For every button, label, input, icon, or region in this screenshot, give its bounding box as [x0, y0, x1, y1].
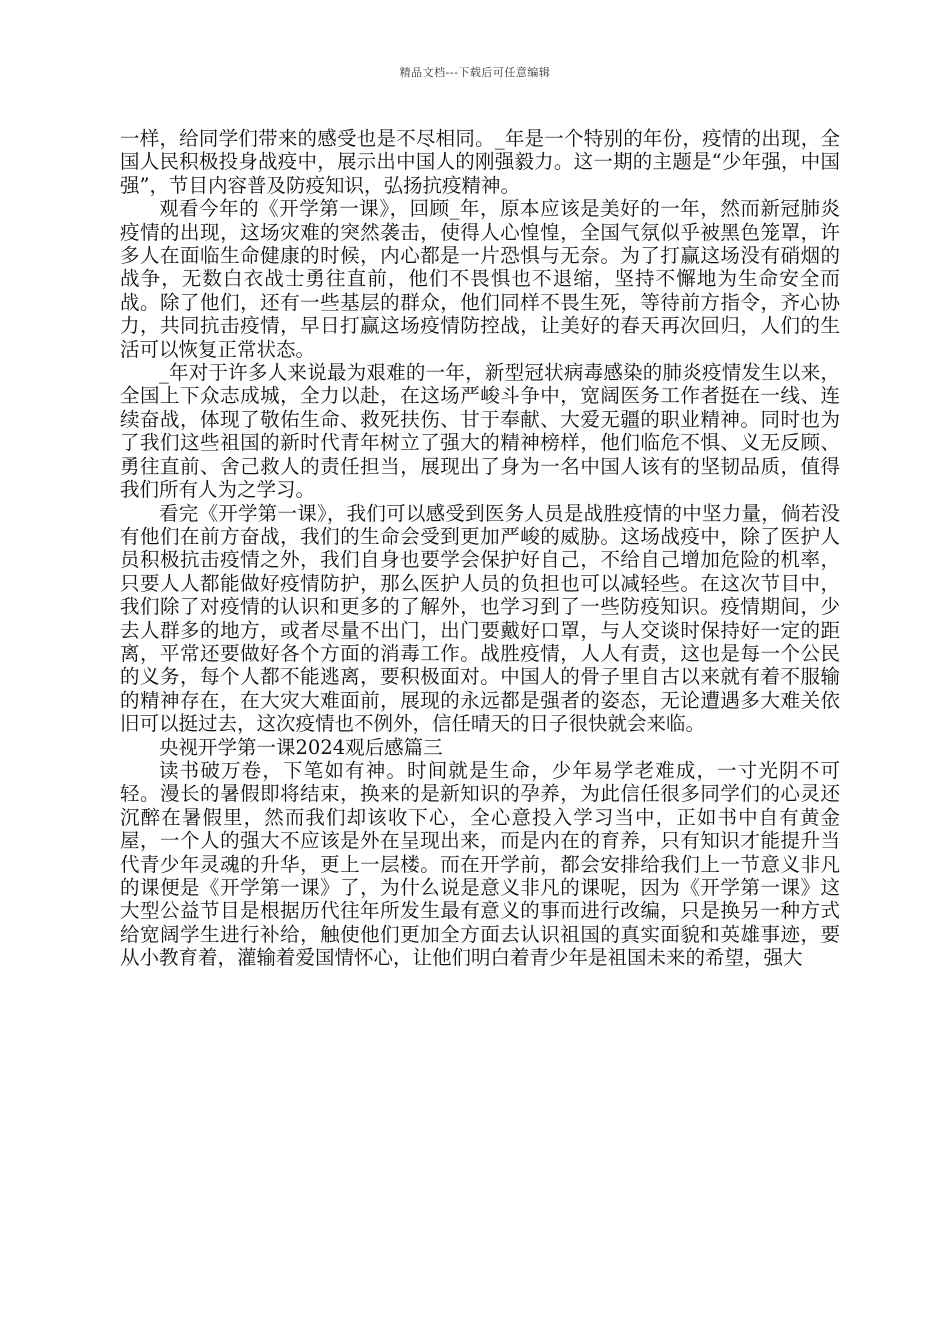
paragraph: 读书破万卷，下笔如有神。时间就是生命，少年易学老难成，一寸光阴不可轻。漫长的暑假即将结束，换来的是新知识的孕养，为此信任很多同学们的心灵还沉醉在暑假里，然而我们却该收下心，全心意投入学习当中，正如书中自有黄金屋，一个人的强大不应该是外在呈现出来，而是内在的育养，只有知识才能提升当代青少年灵魂的升华，更上一层楼。而在开学前，都会安排给我们上一节意义非凡的课便是《开学第一课》了，为什么说是意义非凡的课呢，因为《开学第一课》这大型公益节目是根据历代往年所发生最有意义的事而进行改编，只是换另一种方式给宽阔学生进行补给，触使他们更加全方面去认识祖国的真实面貌和英雄事迹，要从小教育着，灌输着爱国情怀心，让他们明白着青少年是祖国未来的希望，强大	[120, 758, 840, 970]
section-heading: 央视开学第一课2024观后感篇三	[159, 735, 443, 759]
page-header: 精品文档---下载后可任意编辑	[399, 66, 551, 79]
paragraph: 看完《开学第一课》，我们可以感受到医务人员是战胜疫情的中坚力量，倘若没有他们在前方奋战，我们的生命会受到更加严峻的威胁。这场战疫中，除了医护人员积极抗击疫情之外，我们自身也要学会保护好自己，不给自己增加危险的机率，只要人人都能做好疫情防护，那么医护人员的负担也可以减轻些。在这次节目中，我们除了对疫情的认识和更多的了解外，也学习到了一些防疫知识。疫情期间，少去人群多的地方，或者尽量不出门，出门要戴好口罩，与人交谈时保持好一定的距离，平常还要做好各个方面的消毒工作。战胜疫情，人人有责，这也是每一个公民的义务，每个人都不能逃离，要积极面对。中国人的骨子里自古以来就有着不服输的精神存在，在大灾大难面前，展现的永远都是强者的姿态，无论遭遇多大难关依旧可以挺过去，这次疫情也不例外，信任晴天的日子很快就会来临。	[120, 501, 840, 736]
paragraph-continuation: 一样，给同学们带来的感受也是不尽相同。_年是一个特别的年份，疫情的出现，全国人民积极投身战疫中，展示出中国人的刚强毅力。这一期的主题是“少年强，中国强”，节目内容普及防疫知识，弘扬抗疫精神。	[120, 127, 840, 197]
paragraph: _年对于许多人来说最为艰难的一年，新型冠状病毒感染的肺炎疫情发生以来，全国上下众志成城，全力以赴，在这场严峻斗争中，宽阔医务工作者挺在一线、连续奋战，体现了敬佑生命、救死扶伤、甘于奉献、大爱无疆的职业精神。同时也为了我们这些祖国的新时代青年树立了强大的精神榜样，他们临危不惧、义无反顾、勇往直前、舍己救人的责任担当，展现出了身为一名中国人该有的坚韧品质，值得我们所有人为之学习。	[120, 361, 840, 502]
document-body	[120, 127, 840, 970]
paragraph: 观看今年的《开学第一课》，回顾_年，原本应该是美好的一年，然而新冠肺炎疫情的出现，这场灾难的突然袭击，使得人心惶惶，全国气氛似乎被黑色笼罩，许多人在面临生命健康的时候，内心都是一片恐惧与无奈。为了打赢这场没有硝烟的战争，无数白衣战士勇往直前，他们不畏惧也不退缩，坚持不懈地为生命安全而战。除了他们，还有一些基层的群众，他们同样不畏生死，等待前方指令，齐心协力，共同抗击疫情，早日打赢这场疫情防控战，让美好的春天再次回归，人们的生活可以恢复正常状态。	[120, 197, 840, 361]
